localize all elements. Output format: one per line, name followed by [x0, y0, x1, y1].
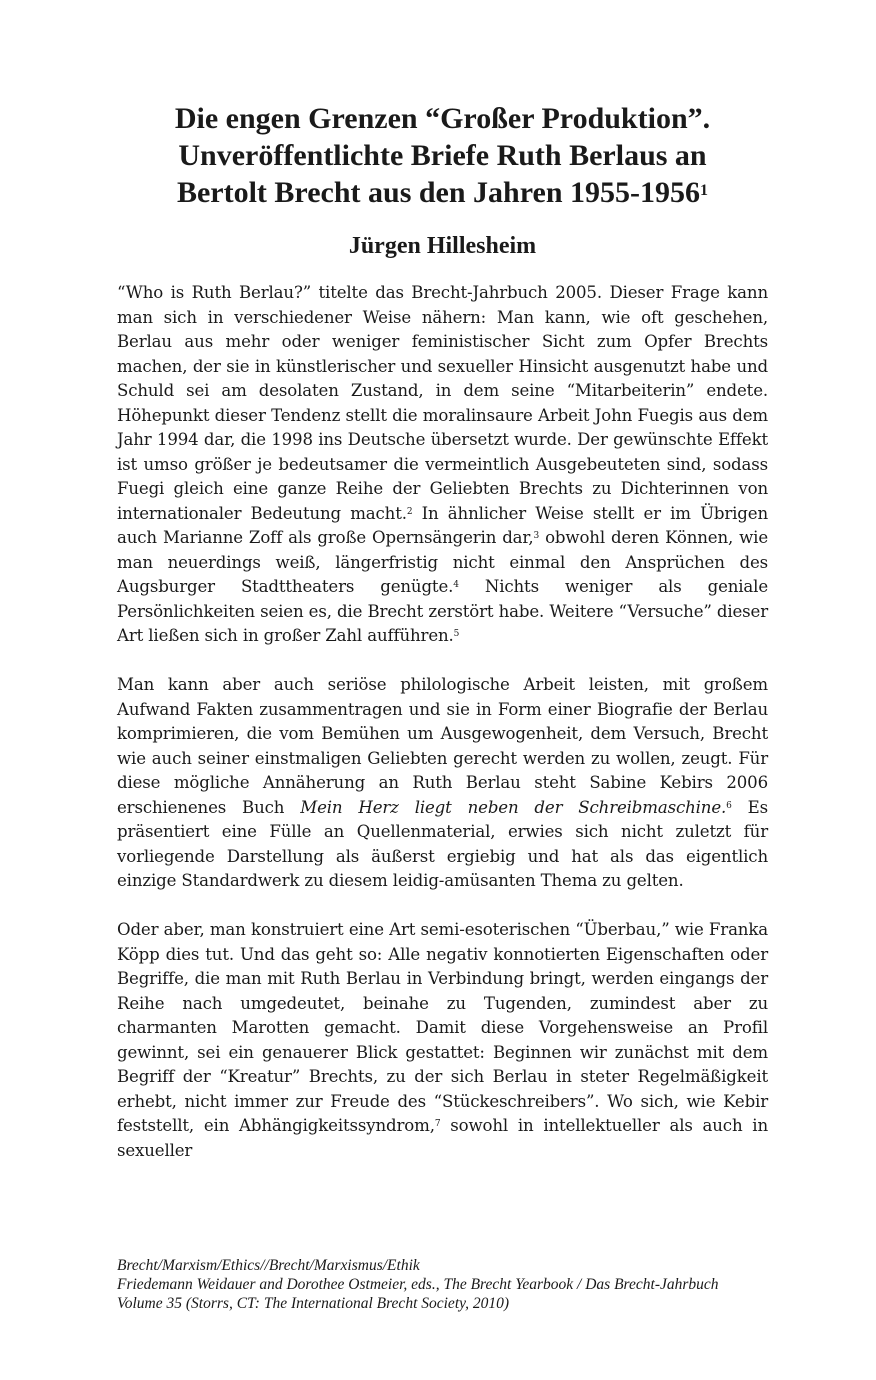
- paragraph-3: [117, 918, 768, 1163]
- citation-footer: [117, 1256, 797, 1313]
- paragraph-3-part-b: sowohl in intellektueller als auch in sexueller: [117, 1116, 769, 1160]
- article-page: [117, 100, 768, 1163]
- footnote-ref-2[interactable]: 2: [406, 506, 413, 517]
- paragraph-2-part-b: Es präsentiert eine Fülle an Quellenmaterial, erwies sich nicht zuletzt für vorliegende Darstellung als äußerst ergiebig und hat als das eigentlich einzige Standardwerk zu diesem leidig-amüsanten Thema zu gelten.: [117, 797, 768, 890]
- paragraph-1: [117, 281, 768, 649]
- title-footnote-mark[interactable]: 1: [700, 182, 709, 199]
- paragraph-1-part-b: In ähnlicher Weise stellt er im Übrigen auch Marianne Zoff als große Opernsängerin dar,: [117, 503, 768, 547]
- paragraph-1-part-d: Nichts weniger als geniale Persönlichkeiten seien es, die Brecht zerstört habe. Weitere “Versuche” dieser Art ließen sich in großer Zahl aufführen.: [117, 577, 769, 645]
- title-line-2: Unveröffentlichte Briefe Ruth Berlaus an: [178, 139, 707, 172]
- footer-line-3: Volume 35 (Storrs, CT: The International Brecht Society, 2010): [117, 1295, 510, 1312]
- footer-line-1: Brecht/Marxism/Ethics//Brecht/Marxismus/Ethik: [117, 1257, 420, 1274]
- author-name: Jürgen Hillesheim: [348, 233, 537, 259]
- article-body: [117, 281, 768, 1163]
- footnote-ref-7[interactable]: 7: [434, 1119, 441, 1129]
- title-line-3-text: Bertolt Brecht aus den Jahren 1955-1956: [176, 176, 701, 209]
- footer-line-2: Friedemann Weidauer and Dorothee Ostmeier, eds., The Brecht Yearbook / Das Brecht-Jahrbuch: [117, 1276, 719, 1293]
- footnote-ref-3[interactable]: 3: [533, 531, 540, 541]
- footnote-ref-6[interactable]: 6: [726, 800, 732, 811]
- footnote-ref-5[interactable]: 5: [453, 629, 460, 639]
- book-title-mein-herz: Mein Herz liegt neben der Schreibmaschine.: [300, 797, 727, 817]
- title-line-3: [117, 174, 768, 211]
- paragraph-1-part-c: obwohl deren Können, wie man neuerdings weiß, längerfristig nicht einmal den Ansprüchen des Augsburger Stadttheaters genügte.: [117, 528, 768, 596]
- paragraph-2-part-a: Man kann aber auch seriöse philologische Arbeit leisten, mit großem Aufwand Fakten zusammentragen und sie in Form einer Biografie der Berlau komprimieren, die vom Bemühen um Ausgewogenheit, dem Versuch, Brecht wie auch seiner einstmaligen Geliebten gerecht werden zu wollen, zeugt. Für diese mögliche Annäherung an Ruth Berlau steht Sabine Kebirs 2006 erschienenes Buch: [117, 675, 768, 817]
- article-title: [117, 100, 768, 211]
- paragraph-2: [117, 673, 768, 894]
- paragraph-3-part-a: Oder aber, man konstruiert eine Art semi-esoterischen “Überbau,” wie Franka Köpp dies tut. Und das geht so: Alle negativ konnotierten Eigenschaften oder Begriffe, die man mit Ruth Berlau in Verbindung bringt, werden eingangs der Reihe nach umgedeutet, beinahe zu Tugenden, zumindest aber zu charmanten Marotten gemacht. Damit diese Vorgehensweise an Profil gewinnt, sei ein genauerer Blick gestattet: Beginnen wir zunächst mit dem Begriff der “Kreatur” Brechts, zu der sich Berlau in steter Regelmäßigkeit erhebt, nicht immer zur Freude des “Stückeschreibers”. Wo sich, wie Kebir feststellt, ein Abhängigkeitssyndrom,: [117, 920, 768, 1135]
- paragraph-1-part-a: “Who is Ruth Berlau?” titelte das Brecht-Jahrbuch 2005. Dieser Frage kann man sich in verschiedener Weise nähern: Man kann, wie oft geschehen, Berlau aus mehr oder weniger feministischer Sicht zum Opfer Brechts machen, der sie in künstlerischer und sexueller Hinsicht ausgenutzt habe und Schuld sei am desolaten Zustand, in dem seine “Mitarbeiterin” endete. Höhepunkt dieser Tendenz stellt die moralinsaure Arbeit John Fuegis aus dem Jahr 1994 dar, die 1998 ins Deutsche übersetzt wurde. Der gewünschte Effekt ist umso größer je bedeutsamer die vermeintlich Ausgebeuteten sind, sodass Fuegi gleich eine ganze Reihe der Geliebten Brechts zu Dichterinnen von internationaler Bedeutung macht.: [117, 283, 768, 523]
- title-line-1: Die engen Grenzen “Großer Produktion”.: [174, 102, 711, 135]
- footnote-ref-4[interactable]: 4: [453, 580, 459, 590]
